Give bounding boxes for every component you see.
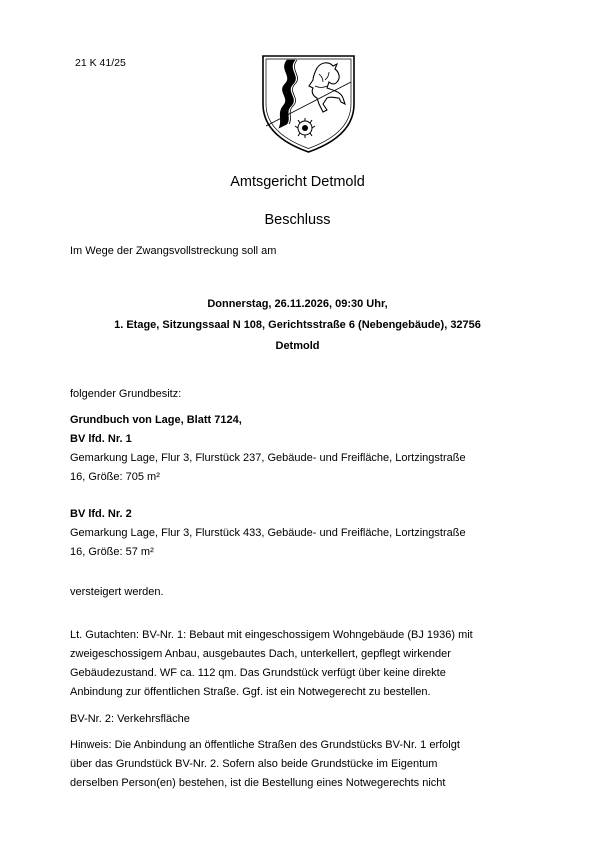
item-description-line: 16, Größe: 57 m²: [70, 546, 154, 558]
appraisal-bv2: BV-Nr. 2: Verkehrsfläche: [70, 713, 190, 725]
court-name: Amtsgericht Detmold: [230, 174, 365, 190]
auction-phrase: versteigert werden.: [70, 586, 164, 598]
property-item-2: [70, 505, 520, 562]
note-line: über das Grundstück BV-Nr. 2. Sofern also beide Grundstücke im Eigentum: [70, 758, 438, 770]
intro-text: Im Wege der Zwangsvollstreckung soll am: [70, 245, 277, 257]
appraisal-line: zweigeschossigem Anbau, ausgebautes Dach, unterkellert, gepflegt wirkender: [70, 648, 451, 660]
appraisal-paragraph: [70, 626, 520, 702]
appraisal-line: Lt. Gutachten: BV-Nr. 1: Bebaut mit eingeschossigem Wohngebäude (BJ 1936) mit: [70, 629, 473, 641]
land-register: Grundbuch von Lage, Blatt 7124,: [70, 414, 242, 426]
item-description-line: 16, Größe: 705 m²: [70, 471, 160, 483]
note-line: Hinweis: Die Anbindung an öffentliche Straßen des Grundstücks BV-Nr. 1 erfolgt: [70, 739, 460, 751]
appointment-date: Donnerstag, 26.11.2026, 09:30 Uhr,: [207, 298, 388, 310]
appointment-block: [90, 294, 505, 357]
appraisal-line: Gebäudezustand. WF ca. 112 qm. Das Grundstück verfügt über keine direkte: [70, 667, 446, 679]
appraisal-line: Anbindung zur öffentlichen Straße. Ggf. ist ein Notwegerecht zu bestellen.: [70, 686, 431, 698]
note-line: derselben Person(en) bestehen, ist die Bestellung eines Notwegerechts nicht: [70, 777, 446, 789]
appointment-location-line1: 1. Etage, Sitzungssaal N 108, Gerichtsstraße 6 (Nebengebäude), 32756: [114, 319, 481, 331]
item-label: BV lfd. Nr. 2: [70, 508, 132, 520]
property-intro: folgender Grundbesitz:: [70, 388, 182, 400]
note-paragraph: [70, 736, 520, 793]
coat-of-arms-icon: [257, 52, 360, 155]
document-title: Beschluss: [264, 212, 331, 228]
item-label: BV lfd. Nr. 1: [70, 433, 132, 445]
item-description-line: Gemarkung Lage, Flur 3, Flurstück 433, Gebäude- und Freifläche, Lortzingstraße: [70, 527, 466, 539]
file-number: 21 K 41/25: [75, 57, 126, 69]
appointment-location-line2: Detmold: [275, 340, 320, 352]
item-description-line: Gemarkung Lage, Flur 3, Flurstück 237, Gebäude- und Freifläche, Lortzingstraße: [70, 452, 466, 464]
property-item-1: [70, 411, 520, 487]
